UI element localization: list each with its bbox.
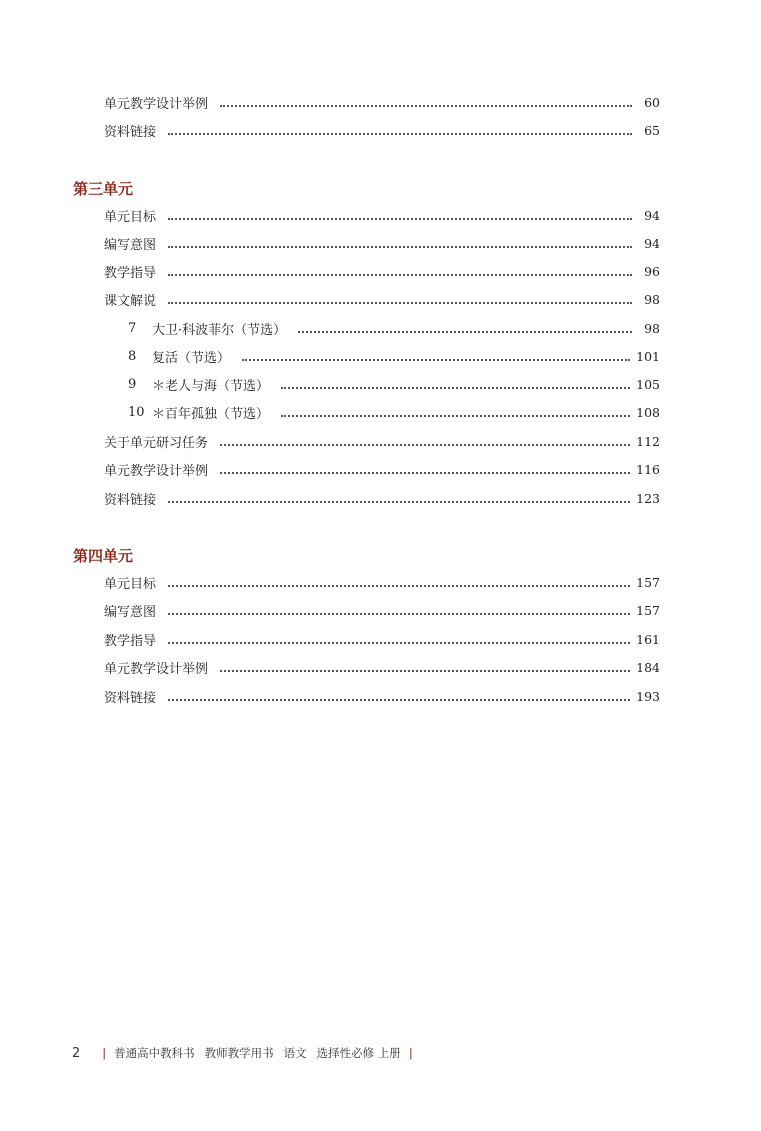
toc-entry[interactable] <box>104 657 660 677</box>
dot-leader <box>168 612 630 615</box>
dot-leader <box>168 584 630 587</box>
toc-entry[interactable] <box>104 488 660 508</box>
toc-entry[interactable] <box>104 431 660 451</box>
dot-leader <box>281 414 630 417</box>
toc-entry-page: 112 <box>636 433 660 449</box>
toc-entry-page: 65 <box>644 122 660 138</box>
toc-entry-page: 60 <box>644 94 660 110</box>
toc-entry-page: 193 <box>636 688 660 704</box>
lesson-number: 8 <box>128 348 137 364</box>
toc-entry-label: 单元教学设计举例 <box>104 661 209 677</box>
toc-entry[interactable] <box>104 572 660 592</box>
toc-entry-label: 教学指导 <box>104 633 157 649</box>
toc-entry[interactable] <box>104 459 660 479</box>
toc-entry-label: 课文解说 <box>104 293 157 309</box>
toc-entry-label: 单元教学设计举例 <box>104 463 209 479</box>
lesson-number: 7 <box>128 320 137 336</box>
dot-leader <box>168 245 632 248</box>
toc-entry[interactable] <box>104 92 660 112</box>
volume: 选择性必修 上册 <box>316 1046 401 1060</box>
toc-lesson-entry[interactable] <box>128 318 660 338</box>
dot-leader <box>220 104 632 107</box>
toc-entry-page: 157 <box>636 574 660 590</box>
toc-entry-page: 105 <box>636 376 660 392</box>
toc-entry-page: 101 <box>636 348 660 364</box>
lesson-number: 10 <box>128 404 145 420</box>
subject: 语文 <box>283 1046 307 1060</box>
toc-entry-label: 资料链接 <box>104 690 157 706</box>
dot-leader <box>298 330 632 333</box>
lesson-number: 9 <box>128 376 137 392</box>
toc-entry-page: 96 <box>644 263 660 279</box>
dot-leader <box>168 217 632 220</box>
page-number: 2 <box>72 1045 81 1061</box>
toc-lesson-entry[interactable] <box>128 374 660 394</box>
toc-entry[interactable] <box>104 686 660 706</box>
dot-leader <box>281 386 630 389</box>
toc-lesson-entry[interactable] <box>128 402 660 422</box>
dot-leader <box>220 471 630 474</box>
toc-entry-label: 关于单元研习任务 <box>104 435 209 451</box>
toc-entry-label: 编写意图 <box>104 604 157 620</box>
book-type: 教师教学用书 <box>204 1046 274 1060</box>
toc-entry-label: 教学指导 <box>104 265 157 281</box>
toc-entry-page: 94 <box>644 207 660 223</box>
toc-entry-page: 108 <box>636 404 660 420</box>
toc-entry-label: 编写意图 <box>104 237 157 253</box>
toc-entry-label: 资料链接 <box>104 492 157 508</box>
toc-entry-label: 单元目标 <box>104 576 157 592</box>
dot-leader <box>220 443 630 446</box>
toc-entry-label: ＊老人与海（节选） <box>152 378 270 394</box>
toc-entry-label: 复活（节选） <box>152 350 231 366</box>
dot-leader <box>220 669 630 672</box>
toc-entry[interactable] <box>104 233 660 253</box>
toc-entry-label: 大卫·科波菲尔（节选） <box>152 322 287 338</box>
toc-entry-page: 94 <box>644 235 660 251</box>
toc-entry-page: 116 <box>636 461 660 477</box>
toc-entry-page: 98 <box>644 320 660 336</box>
unit-3-title: 第三单元 <box>73 180 134 198</box>
dot-leader <box>168 132 632 135</box>
toc-entry[interactable] <box>104 629 660 649</box>
toc-entry[interactable] <box>104 261 660 281</box>
toc-entry[interactable] <box>104 120 660 140</box>
separator: | <box>408 1046 413 1060</box>
dot-leader <box>168 273 632 276</box>
dot-leader <box>168 500 630 503</box>
separator: | <box>102 1046 107 1060</box>
dot-leader <box>168 641 630 644</box>
toc-entry-page: 161 <box>636 631 660 647</box>
toc-entry-page: 184 <box>636 659 660 675</box>
toc-entry-page: 157 <box>636 602 660 618</box>
toc-entry[interactable] <box>104 289 660 309</box>
dot-leader <box>168 698 630 701</box>
toc-entry-label: ＊百年孤独（节选） <box>152 406 270 422</box>
toc-entry[interactable] <box>104 600 660 620</box>
toc-entry[interactable] <box>104 205 660 225</box>
toc-lesson-entry[interactable] <box>128 346 660 366</box>
toc-entry-page: 98 <box>644 291 660 307</box>
toc-entry-label: 单元教学设计举例 <box>104 96 209 112</box>
toc-entry-page: 123 <box>636 490 660 506</box>
toc-entry-label: 单元目标 <box>104 209 157 225</box>
page-footer <box>72 1044 421 1062</box>
toc-entry-label: 资料链接 <box>104 124 157 140</box>
book-title: 普通高中教科书 <box>114 1046 195 1060</box>
dot-leader <box>242 358 630 361</box>
unit-4-title: 第四单元 <box>73 547 134 565</box>
dot-leader <box>168 301 632 304</box>
